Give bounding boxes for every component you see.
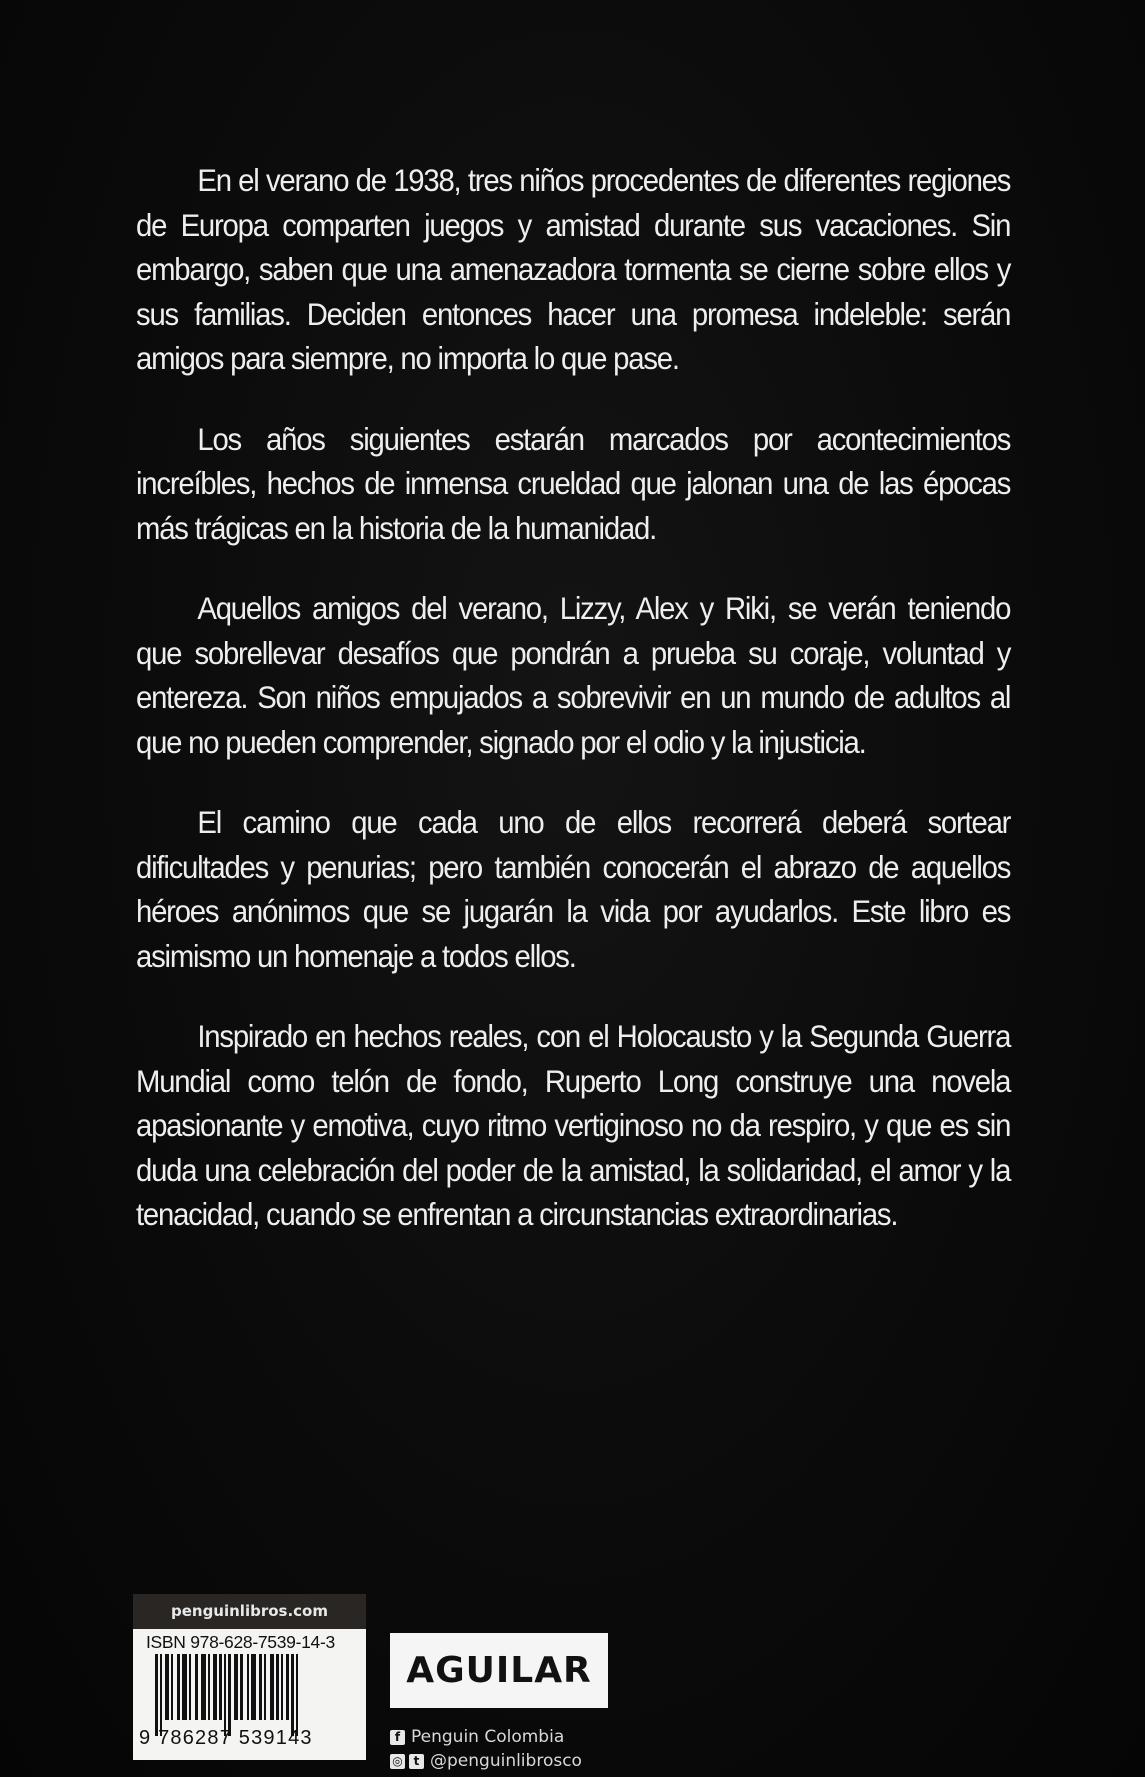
back-cover-blurb [136,158,1011,1273]
publisher-website: penguinlibros.com [133,1594,366,1629]
isbn-barcode [133,1629,366,1760]
blurb-paragraph-3: Aquellos amigos del verano, Lizzy, Alex y Riki, se verán teniendo que sobrellevar desafíos que pondrán a prueba su coraje, voluntad y entereza. Son niños empujados a sobrevivir en un mundo de adultos al que no pueden comprender, signado por el odio y la injusticia. [136,590,1011,760]
isbn-label: ISBN 978-628-7539-14-3 [146,1632,335,1652]
barcode-bars [155,1654,355,1736]
social-handle: @penguinlibrosco [430,1751,582,1771]
twitter-icon: t [409,1754,424,1769]
facebook-name: Penguin Colombia [411,1727,565,1747]
social-links [390,1725,582,1773]
instagram-icon: ◎ [390,1754,405,1769]
blurb-paragraph-4: El camino que cada uno de ellos recorrerá deberá sortear dificultades y penurias; pero también conocerán el abrazo de aquellos héroes anónimos que se jugarán la vida por ayudarlos. Este libro es asimismo un homenaje a todos ellos. [136,804,1011,974]
facebook-link [390,1725,582,1749]
blurb-paragraph-5: Inspirado en hechos reales, con el Holocausto y la Segunda Guerra Mundial como telón de fondo, Ruperto Long construye una novela apasionante y emotiva, cuyo ritmo vertiginoso no da respiro, y que es sin duda una celebración del poder de la amistad, la solidaridad, el amor y la tenacidad, cuando se enfrentan a circunstancias extraordinarias. [136,1018,1011,1232]
instagram-twitter-link [390,1749,582,1773]
facebook-icon: f [390,1730,405,1745]
blurb-paragraph-2: Los años siguientes estarán marcados por acontecimientos increíbles, hechos de inmensa crueldad que jalonan una de las épocas más trágicas en la historia de la humanidad. [136,420,1011,546]
barcode-digits: 9 786287 539143 [139,1727,313,1749]
aguilar-logo: AGUILAR [390,1633,608,1708]
blurb-paragraph-1: En el verano de 1938, tres niños procedentes de diferentes regiones de Europa comparten juegos y amistad durante sus vacaciones. Sin embargo, saben que una amenazadora tormenta se cierne sobre ellos y sus familias. Deciden entonces hacer una promesa indeleble: serán amigos para siempre, no importa lo que pase. [136,162,1011,376]
